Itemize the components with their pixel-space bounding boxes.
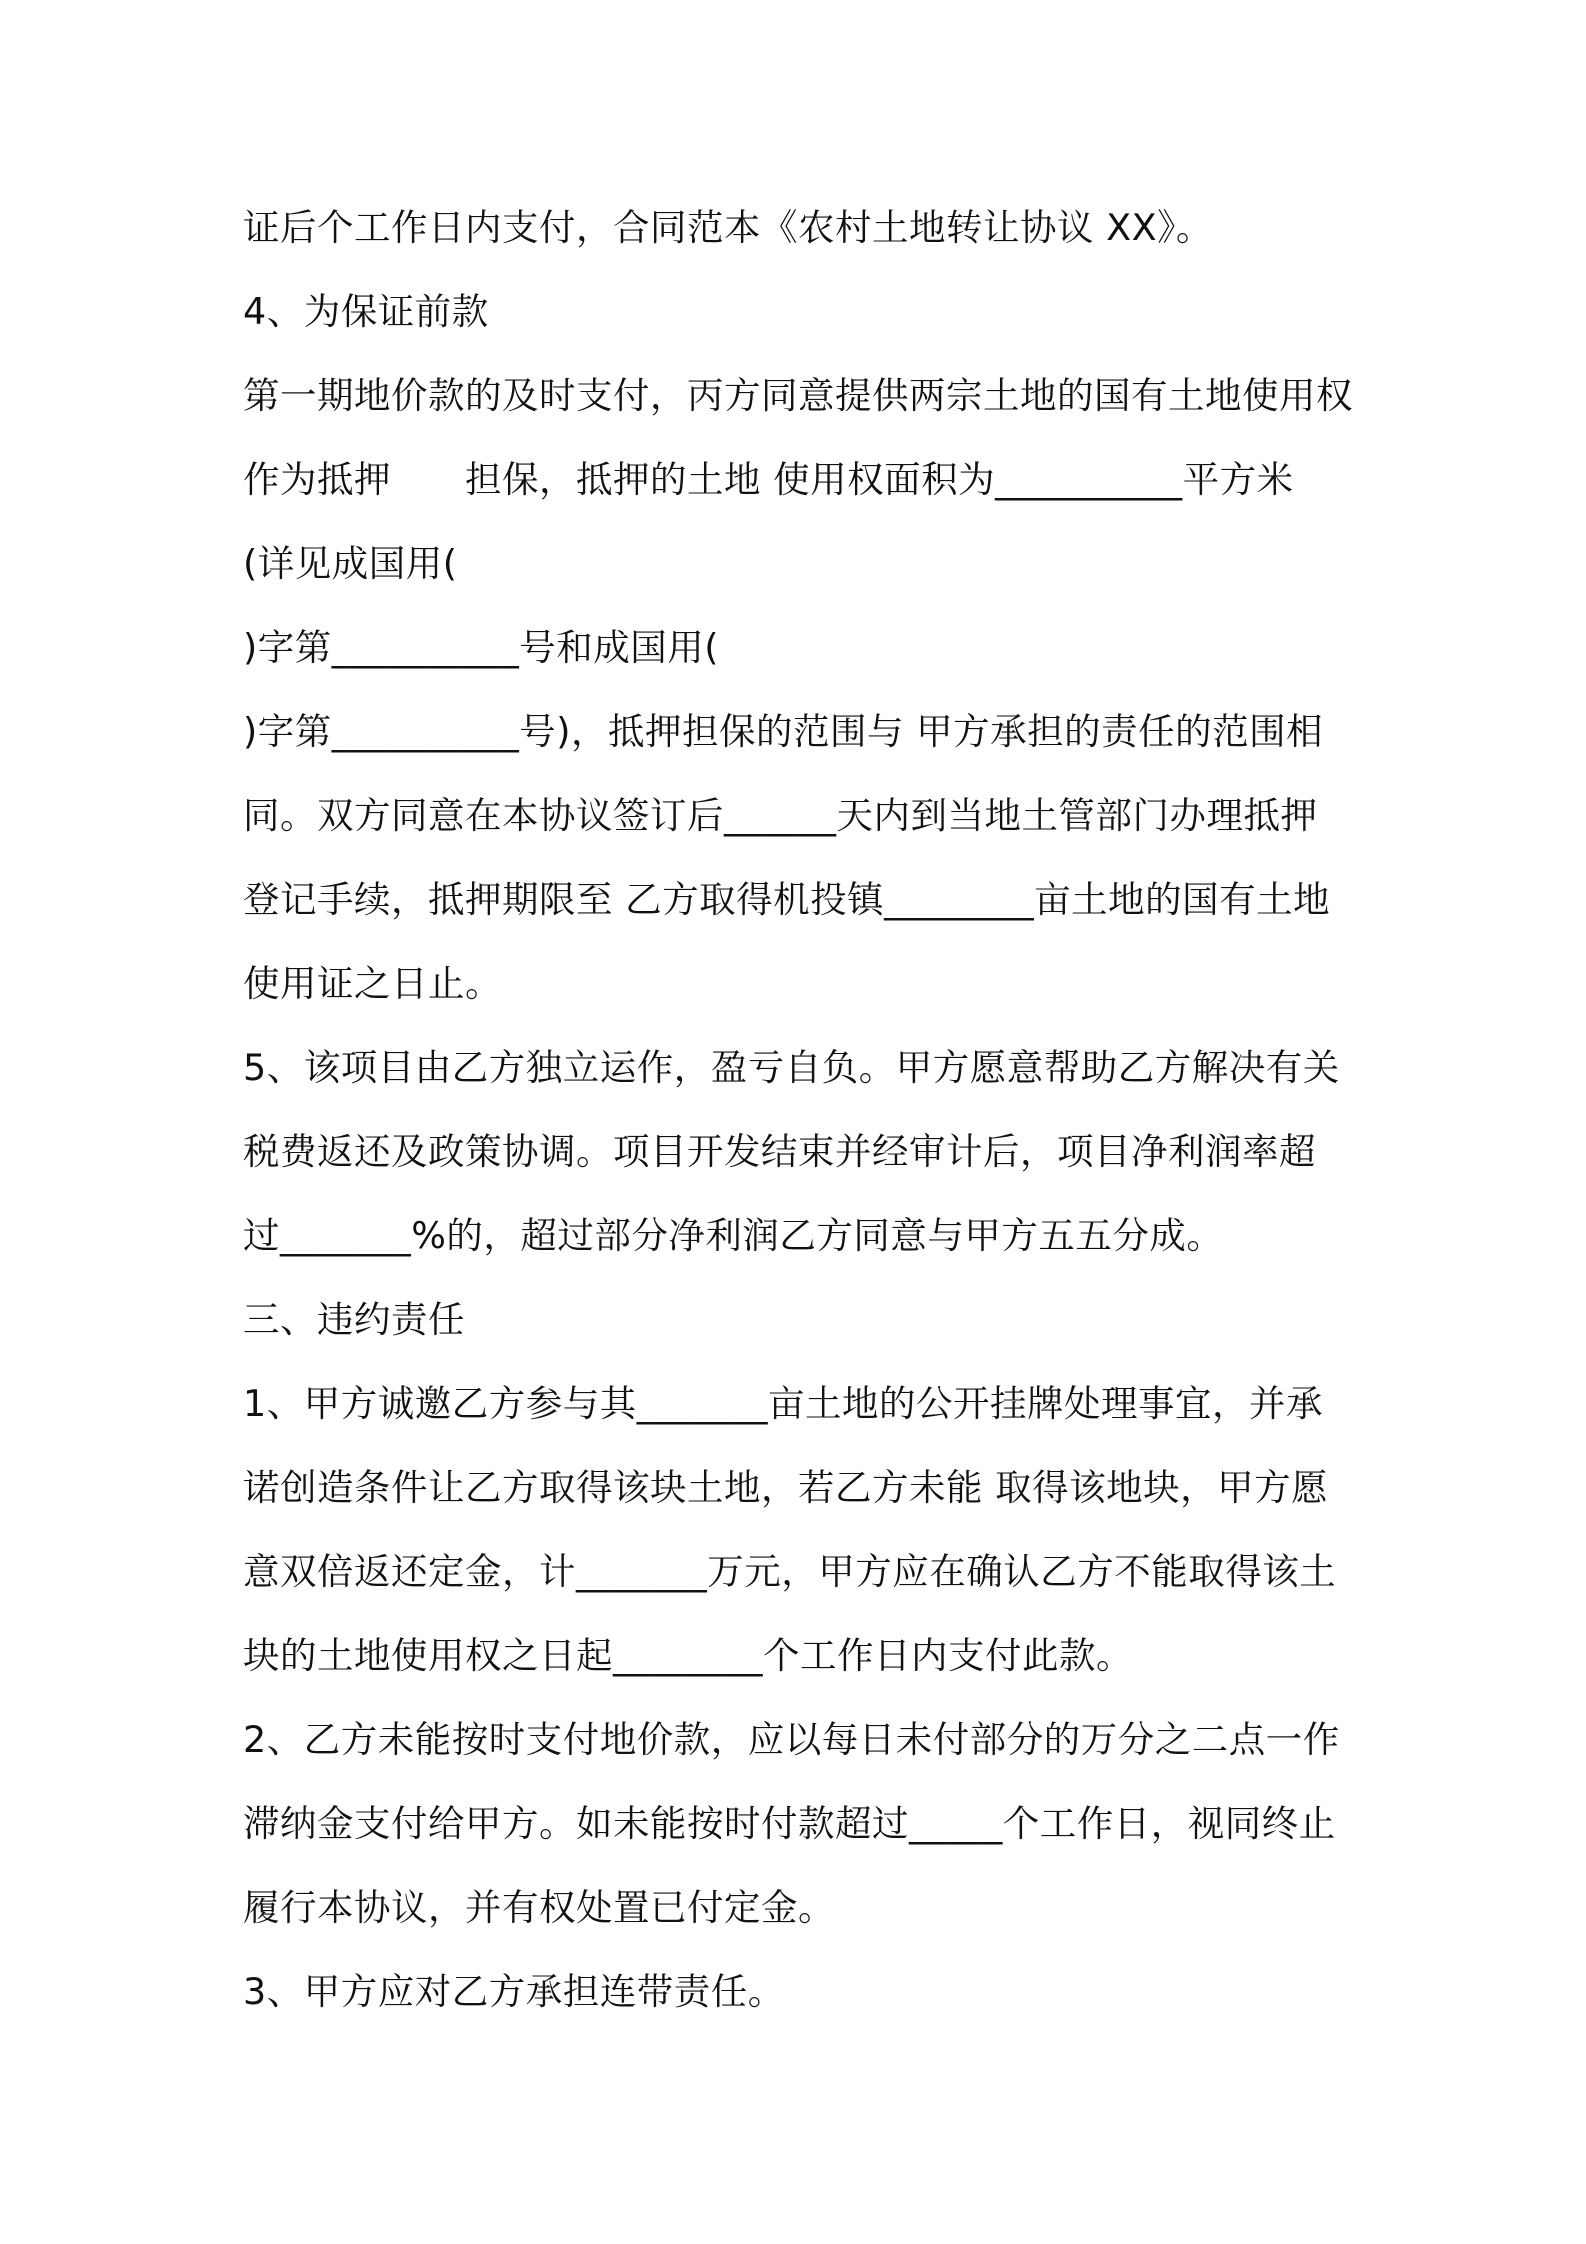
- text-line: 诺创造条件让乙方取得该块土地，若乙方未能 取得该地块，甲方愿: [243, 1466, 1329, 1509]
- text-line: 1、甲方诚邀乙方参与其_______亩土地的公开挂牌处理事宜，并承: [243, 1382, 1323, 1425]
- text-line: 块的土地使用权之日起________个工作日内支付此款。: [243, 1634, 1133, 1677]
- text-line: 过_______%的，超过部分净利润乙方同意与甲方五五分成。: [243, 1214, 1224, 1257]
- text-line: 证后个工作日内支付，合同范本《农村土地转让协议 XX》。: [243, 206, 1213, 249]
- text-line: 第一期地价款的及时支付，丙方同意提供两宗土地的国有土地使用权: [243, 374, 1353, 417]
- text-line: 3、甲方应对乙方承担连带责任。: [243, 1970, 785, 2013]
- text-line: 滞纳金支付给甲方。如未能按时付款超过_____个工作日，视同终止: [243, 1802, 1336, 1845]
- text-line: 5、该项目由乙方独立运作，盈亏自负。甲方愿意帮助乙方解决有关: [243, 1046, 1340, 1089]
- text-line: 2、乙方未能按时支付地价款，应以每日未付部分的万分之二点一作: [243, 1718, 1340, 1761]
- text-line: 履行本协议，并有权处置已付定金。: [243, 1886, 835, 1929]
- text-line: 同。双方同意在本协议签订后______天内到当地土管部门办理抵押: [243, 794, 1318, 837]
- text-line: 税费返还及政策协调。项目开发结束并经审计后，项目净利润率超: [243, 1130, 1316, 1173]
- text-line: 使用证之日止。: [243, 962, 502, 1005]
- section-heading: 三、违约责任: [243, 1298, 465, 1341]
- text-line: 作为抵押 担保，抵押的土地 使用权面积为__________平方米: [243, 458, 1294, 501]
- text-line: 意双倍返还定金，计_______万元，甲方应在确认乙方不能取得该土: [243, 1550, 1337, 1593]
- text-line: (详见成国用(: [243, 542, 458, 585]
- text-line: )字第__________号)，抵押担保的范围与 甲方承担的责任的范围相: [243, 710, 1324, 753]
- text-line: )字第__________号和成国用(: [243, 626, 719, 669]
- section-heading: 4、为保证前款: [243, 290, 489, 333]
- text-line: 登记手续，抵押期限至 乙方取得机投镇________亩土地的国有土地: [243, 878, 1331, 921]
